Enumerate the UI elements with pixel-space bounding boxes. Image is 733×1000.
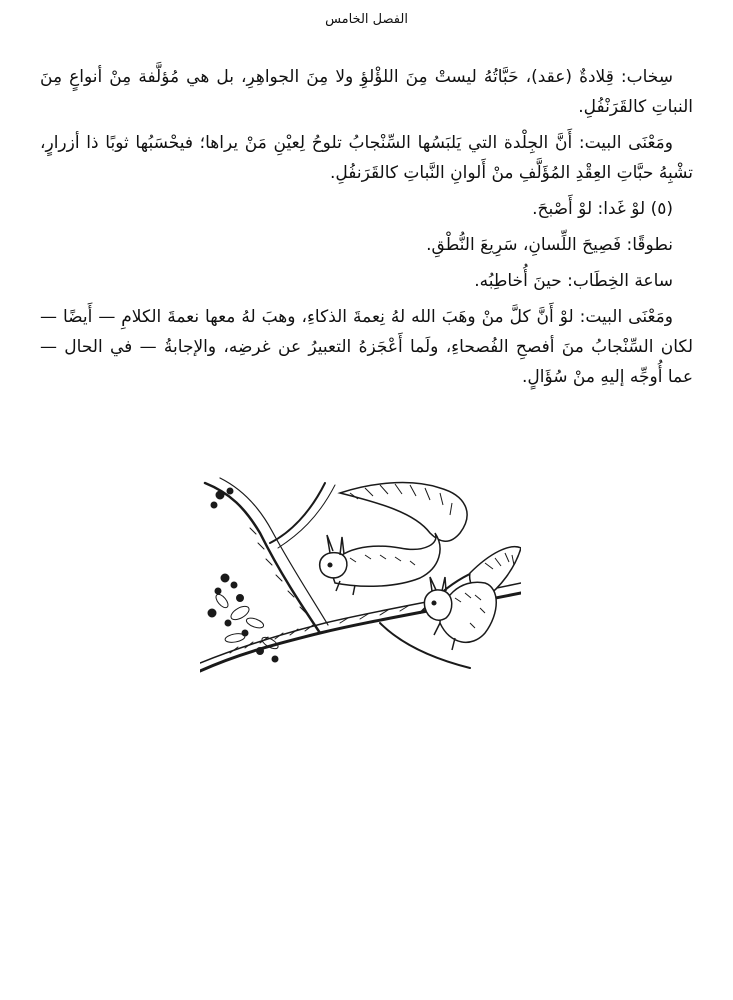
paragraph-meaning-2: ومَعْنَى البيت: لوْ أَنَّ كلَّ منْ وهَبَ الله لهُ نِعمةَ الذكاءِ، وهبَ لهُ معها نعمةَ الكلامِ — أَيضًا — لكان السِّنْجابُ منَ أفصحِ الفُصحاءِ، ولَما أَعْجَزهُ التعبيرُ عن غرضِه، والإجابةُ — في الحال — عما أُوجِّه إليهِ منْ سُؤَالٍ. bbox=[40, 307, 693, 387]
paragraph-nutuqan: نطوقًا: فَصِيحَ اللِّسانِ، سَرِيعَ النُّطْقِ. bbox=[426, 235, 673, 255]
body-text bbox=[40, 62, 693, 398]
squirrels-illustration bbox=[200, 473, 521, 673]
paragraph-note-5: (٥) لوْ غَدا: لوْ أَصْبحَ. bbox=[532, 199, 673, 219]
paragraph-sa-at-al-khitab: ساعة الخِطَاب: حينَ أُخاطِبُه. bbox=[474, 271, 673, 291]
paragraph-meaning-1: ومَعْنَى البيت: أَنَّ الجِلْدة التي يَلبَسُها السِّنْجابُ تلوحُ لِعيْنِ مَنْ يراها؛ فيحْسَبُها ثوبًا ذا أزرارٍ، تشْبِهُ حبَّاتِ العِقْدِ المُؤَلَّفِ منْ أَلوانِ النَّباتِ كالقَرَنفُلِ. bbox=[40, 133, 693, 183]
paragraph-definition-sikhab: سِخاب: قِلادةٌ (عقد)، حَبَّاتُهُ ليستْ مِنَ اللؤْلؤِ ولا مِنَ الجواهِرِ، بل هي مُؤلَّفة مِنْ أنواعٍ مِنَ النباتِ كالقَرَنْفُلِ. bbox=[40, 67, 693, 117]
chapter-title: الفصل الخامس bbox=[325, 12, 408, 27]
